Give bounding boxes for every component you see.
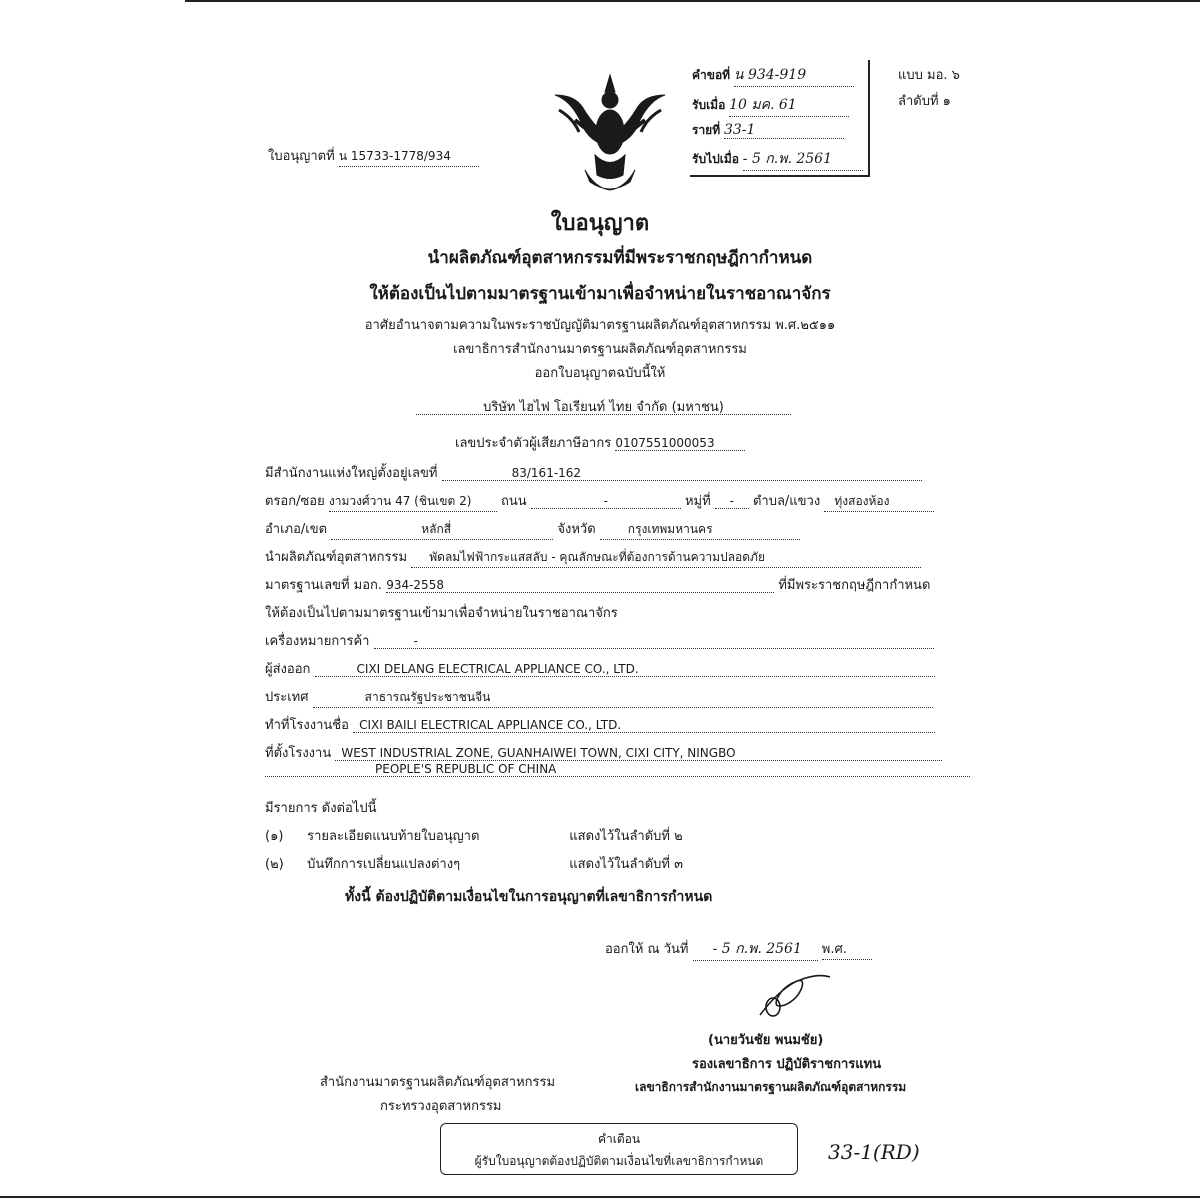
office-line2: กระทรวงอุตสาหกรรม: [380, 1099, 502, 1114]
stamp-border-right: [868, 60, 870, 177]
standard: 934-2558: [386, 578, 774, 593]
standard-row: [265, 574, 930, 595]
moo-label: หมู่ที่: [684, 494, 711, 509]
pickup-date: - 5 ก.พ. 2561: [743, 148, 863, 171]
item-no: 33-1: [724, 122, 844, 139]
title-line2: ให้ต้องเป็นไปตามมาตรฐานเข้ามาเพื่อจำหน่ายในราชอาณาจักร: [369, 284, 831, 304]
road: -: [531, 494, 681, 509]
issued-date: - 5 ก.พ. 2561: [693, 938, 818, 961]
hq-row: [265, 462, 922, 483]
request-no: น 934-919: [734, 64, 854, 87]
form-label: แบบ มอ. ๖: [898, 68, 960, 83]
exporter-label: ผู้ส่งออก: [265, 662, 311, 677]
condition-line: ทั้งนี้ ต้องปฏิบัติตามเงื่อนไขในการอนุญาตที่เลขาธิการกำหนด: [345, 889, 713, 905]
item-num-1: (๑): [265, 829, 284, 844]
order-label: ลำดับที่ ๑: [898, 94, 951, 109]
received-row: [692, 94, 849, 117]
soi: งามวงศ์วาน 47 (ชินเขต 2): [329, 492, 497, 512]
issued-row: [605, 938, 872, 961]
product: พัดลมไฟฟ้ากระแสสลับ - คุณลักษณะที่ต้องการด้านความปลอดภัย: [411, 548, 921, 568]
road-label: ถนน: [501, 494, 527, 509]
trademark-row: [265, 630, 934, 651]
license-no: น 15733-1778/934: [339, 147, 479, 167]
product-label: นำผลิตภัณฑ์อุตสาหกรรม: [265, 550, 408, 565]
product-row: [265, 546, 921, 568]
warning-text: ผู้รับใบอนุญาตต้องปฏิบัติตามเงื่อนไขที่เลขาธิการกำหนด: [474, 1154, 764, 1168]
item-text-1: รายละเอียดแนบท้ายใบอนุญาต: [307, 829, 480, 844]
exporter: CIXI DELANG ELECTRICAL APPLIANCE CO., LTD.: [315, 662, 935, 677]
pickup-row: [692, 148, 863, 171]
item-row: [692, 121, 844, 140]
signer-position1: รองเลขาธิการ ปฏิบัติราชการแทน: [692, 1057, 882, 1072]
province-label: จังหวัด: [557, 522, 596, 537]
factory-loc-label: ที่ตั้งโรงงาน: [265, 746, 332, 761]
country-label: ประเทศ: [265, 690, 309, 705]
request-no-row: [692, 64, 854, 87]
issued-era: พ.ศ.: [822, 938, 872, 960]
item-label: รายที่: [692, 123, 721, 137]
factory: CIXI BAILI ELECTRICAL APPLIANCE CO., LTD.: [353, 718, 935, 733]
items-intro: มีรายการ ดังต่อไปนี้: [265, 801, 377, 816]
item-ref-1: แสดงไว้ในลำดับที่ ๒: [569, 829, 683, 844]
stamp-border-bottom: [690, 175, 870, 177]
province: กรุงเทพมหานคร: [600, 520, 800, 540]
warning-box: [440, 1123, 798, 1175]
received-date: 10 มค. 61: [729, 94, 849, 117]
footnote: 33-1(RD): [828, 1140, 920, 1164]
factory-loc1: WEST INDUSTRIAL ZONE, GUANHAIWEI TOWN, CIXI CITY, NINGBO: [335, 746, 942, 761]
exporter-row: [265, 658, 935, 679]
page-edge-top: [185, 0, 1200, 2]
item-ref-2: แสดงไว้ในลำดับที่ ๓: [569, 857, 684, 872]
license-no-label: ใบอนุญาตที่: [268, 149, 335, 164]
office-line1: สำนักงานมาตรฐานผลิตภัณฑ์อุตสาหกรรม: [320, 1075, 556, 1090]
pickup-label: รับไปเมื่อ: [692, 152, 739, 166]
soi-label: ตรอก/ซอย: [265, 494, 325, 509]
title-main: ใบอนุญาต: [550, 211, 650, 236]
tax-label: เลขประจำตัวผู้เสียภาษีอากร: [455, 436, 612, 451]
handwritten-signature: [750, 965, 840, 1025]
factory-row: [265, 714, 935, 735]
secretary-line: เลขาธิการสำนักงานมาตรฐานผลิตภัณฑ์อุตสาหกรรม: [453, 342, 747, 357]
item-text-2: บันทึกการเปลี่ยนแปลงต่างๆ: [307, 857, 461, 872]
subdistrict-label: ตำบล/แขวง: [752, 494, 821, 509]
tax-id: 0107551000053: [615, 436, 745, 451]
trademark: -: [374, 634, 934, 649]
item-num-2: (๒): [265, 857, 284, 872]
signer-name: (นายวันชัย พนมชัย): [708, 1033, 824, 1048]
page-edge-bottom: [0, 1196, 1200, 1198]
item-row-1: [265, 825, 683, 846]
moo: -: [715, 494, 749, 509]
trademark-label: เครื่องหมายการค้า: [265, 634, 370, 649]
authority-line: อาศัยอำนาจตามความในพระราชบัญญัติมาตรฐานผลิตภัณฑ์อุตสาหกรรม พ.ศ.๒๕๑๑: [364, 318, 836, 333]
company-name: บริษัท ไฮไฟ โอเรียนท์ ไทย จำกัด (มหาชน): [483, 400, 724, 415]
factory-loc2: PEOPLE'S REPUBLIC OF CHINA: [265, 762, 970, 777]
tax-row: [455, 432, 745, 453]
garuda-emblem: [545, 70, 675, 195]
issued-label: ออกให้ ณ วันที่: [605, 942, 689, 957]
country: สาธารณรัฐประชาชนจีน: [313, 688, 933, 708]
factory-loc-row: [265, 742, 942, 763]
hq-no: 83/161-162: [442, 466, 922, 481]
factory-label: ทำที่โรงงานชื่อ: [265, 718, 349, 733]
conform-line: ให้ต้องเป็นไปตามมาตรฐานเข้ามาเพื่อจำหน่ายในราชอาณาจักร: [265, 606, 618, 621]
title-line1: นำผลิตภัณฑ์อุตสาหกรรมที่มีพระราชกฤษฎีกากำหนด: [427, 248, 813, 268]
issue-to-line: ออกใบอนุญาตฉบับนี้ให้: [534, 366, 666, 381]
country-row: [265, 686, 933, 708]
warning-title: คำเตือน: [597, 1132, 641, 1146]
district-label: อำเภอ/เขต: [265, 522, 328, 537]
standard-suffix: ที่มีพระราชกฤษฎีกากำหนด: [778, 578, 931, 593]
standard-label: มาตรฐานเลขที่ มอก.: [265, 578, 383, 593]
district-row: [265, 518, 800, 540]
district: หลักสี่: [331, 520, 553, 540]
signer-position2: เลขาธิการสำนักงานมาตรฐานผลิตภัณฑ์อุตสาหกรรม: [635, 1080, 907, 1094]
request-no-label: คำขอที่: [692, 68, 731, 82]
item-row-2: [265, 853, 683, 874]
soi-row: [265, 490, 934, 512]
subdistrict: ทุ่งสองห้อง: [824, 492, 934, 512]
license-no-row: [268, 145, 479, 167]
hq-label: มีสำนักงานแห่งใหญ่ตั้งอยู่เลขที่: [265, 466, 438, 481]
received-label: รับเมื่อ: [692, 98, 726, 112]
